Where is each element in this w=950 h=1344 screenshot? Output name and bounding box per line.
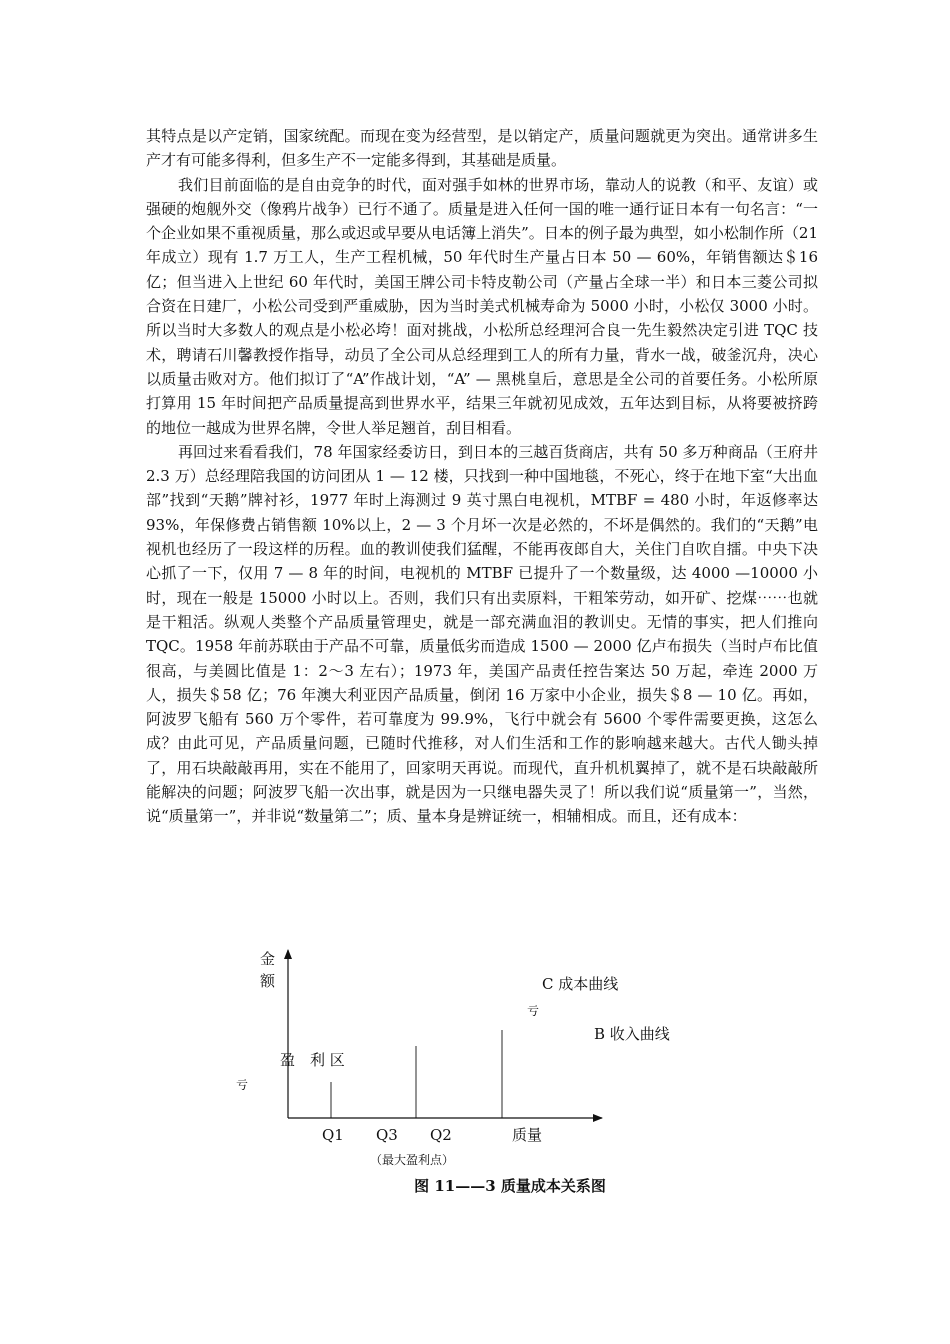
paragraph-3: 再回过来看看我们，78 年国家经委访日，到日本的三越百货商店，共有 50 多万种商品（王府井 2.3 万）总经理陪我国的访问团从 1 — 12 楼，只找到一种中国地毯，不死心，终于在地下室“大出血部”找到“天鹅”牌衬衫，1977 年时上海测过 9 英寸黑白电视机，MTBF = 480 小时，年返修率达 93%，年保修费占销售额 10%以上，2 — 3 个月坏一次是必然的，不坏是偶然的。我们的“天鹅”电视机也经历了一段这样的历程。血的教训使我们猛醒，不能再夜郎自大，关住门自吹自擂。中央下决心抓了一下，仅用 7 — 8 年的时间，电视机的 MTBF 已提升了一个数量级，达 4000 —10000 小时，现在一般是 15000 小时以上。否则，我们只有出卖原料，干粗笨劳动，如开矿、挖煤⋯⋯也就是干粗活。纵观人类整个产品质量管理史，就是一部充满血泪的教训史。无情的事实，把人们推向 TQC。1958 年前苏联由于产品不可靠，质量低劣而造成 1500 — 2000 亿卢布损失（当时卢布比值很高，与美圆比值是 1：2～3 左右）；1973 年，美国产品责任控告案达 50 万起，牵连 2000 万人，损失＄58 亿；76 年澳大利亚因产品质量，倒闭 16 万家中小企业，损失＄8 — 10 亿。再如，阿波罗飞船有 560 万个零件，若可靠度为 99.9%，飞行中就会有 5600 个零件需要更换，这怎么成？由此可见，产品质量问题，已随时代推移，对人们生活和工作的影响越来越大。古代人锄头掉了，用石块敲敲再用，实在不能用了，回家明天再说。而现代，直升机机翼掉了，就不是石块敲敲所能解决的问题；阿波罗飞船一次出事，就是因为一只继电器失灵了！所以我们说“质量第一”，当然，说“质量第一”，并非说“数量第二”；质、量本身是辨证统一，相辅相成。而且，还有成本： (146, 442, 818, 826)
q1-label: Q1 (322, 1126, 344, 1144)
y-axis-label: 金额 (260, 950, 276, 990)
paragraph-1: 其特点是以产定销，国家统配。而现在变为经营型，是以销定产，质量问题就更为突出。通常讲多生产才有可能多得利，但多生产不一定能多得到，其基础是质量。 (146, 127, 818, 170)
body-text (146, 124, 818, 829)
q2-label: Q2 (430, 1126, 452, 1144)
figure-axes (230, 940, 690, 1200)
paragraph-2: 我们目前面临的是自由竞争的时代，面对强手如林的世界市场，靠动人的说教（和平、友谊）或强硬的炮舰外交（像鸦片战争）已行不通了。质量是进入任何一国的唯一通行证日本有一句名言：“一个企业如果不重视质量，那么或迟或早要从电话簿上消失”。日本的例子最为典型，如小松制作所（21 年成立）现有 1.7 万工人，生产工程机械，50 年代时生产量占日本 50 — 60%，年销售额达＄16 亿；但当进入上世纪 60 年代时，美国王牌公司卡特皮勒公司（产量占全球一半）和日本三菱公司拟合资在日建厂，小松公司受到严重威胁，因为当时美式机械寿命为 5000 小时，小松仅 3000 小时。所以当时大多数人的观点是小松必垮！面对挑战，小松所总经理河合良一先生毅然决定引进 TQC 技术，聘请石川馨教授作指导，动员了全公司从总经理到工人的所有力量，背水一战，破釜沉舟，决心以质量击败对方。他们拟订了“A”作战计划，“A” — 黑桃皇后，意思是全公司的首要任务。小松所原打算用 15 年时间把产品质量提高到世界水平，结果三年就初见成效，五年达到目标，从将要被挤跨的地位一越成为世界名牌，令世人举足翘首，刮目相看。 (146, 175, 818, 437)
x-axis-label: 质量 (512, 1126, 543, 1144)
max-profit-note: （最大盈利点） (370, 1153, 455, 1167)
quality-cost-figure (230, 940, 690, 1200)
loss-label-right: 亏 (527, 1004, 540, 1018)
loss-label-left: 亏 (236, 1078, 249, 1092)
revenue-curve-label: B 收入曲线 (594, 1025, 670, 1043)
profit-zone-label: 盈 利 区 (280, 1051, 345, 1069)
cost-curve-label: C 成本曲线 (542, 975, 619, 993)
figure-caption: 图 11——3 质量成本关系图 (414, 1177, 606, 1195)
q3-label: Q3 (376, 1126, 398, 1144)
